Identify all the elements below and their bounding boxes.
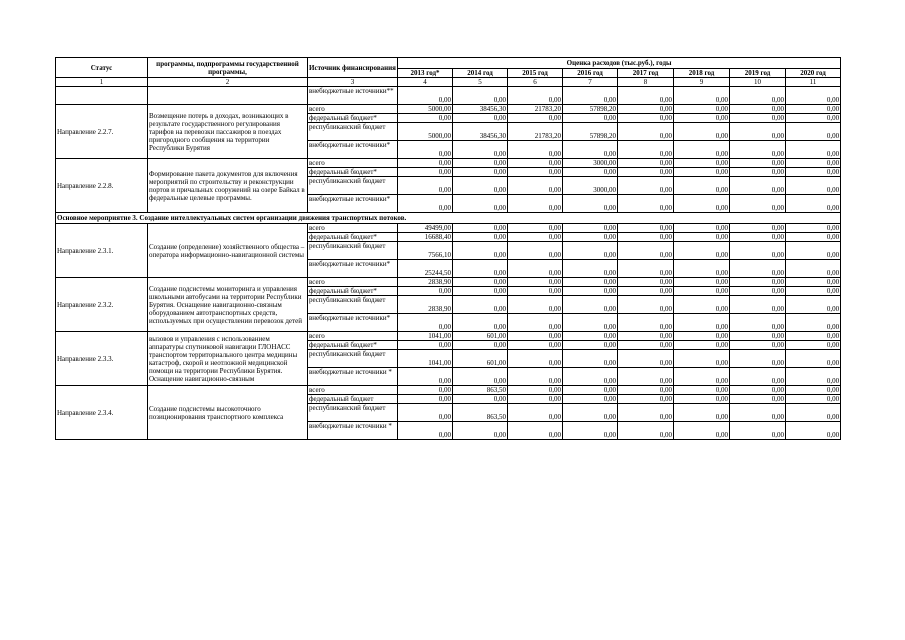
direction-status: Направление 2.2.7. <box>56 105 148 159</box>
value-cell: 0,00 <box>618 177 674 195</box>
direction-status: Направление 2.3.2. <box>56 278 148 332</box>
value-cell: 0,00 <box>508 341 563 350</box>
value-cell: 0,00 <box>730 195 786 213</box>
source-cell: республиканский бюджет <box>308 177 398 195</box>
expenditure-table <box>55 57 841 440</box>
direction-name: вызовов и управления с использованием аппаратуры спутниковой навигации ГЛОНАСС транспортом территориального центра медицины катастроф, скорой и неотложной медицинской помощи на территории Республики Бурятия. Оснащение навигационно-связным <box>148 332 308 386</box>
value-cell: 0,00 <box>453 296 508 314</box>
header-year: 2014 год <box>453 69 508 78</box>
value-cell: 0,00 <box>398 368 453 386</box>
value-cell: 0,00 <box>786 386 841 395</box>
value-cell: 0,00 <box>398 404 453 422</box>
value-cell: 0,00 <box>398 177 453 195</box>
value-cell: 0,00 <box>674 87 730 105</box>
value-cell: 0,00 <box>674 404 730 422</box>
header-year: 2015 год <box>508 69 563 78</box>
value-cell: 21783,20 <box>508 123 563 141</box>
source-cell: внебюджетные источники* <box>308 260 398 278</box>
value-cell: 0,00 <box>674 368 730 386</box>
value-cell: 0,00 <box>508 368 563 386</box>
column-index: 2 <box>148 78 308 87</box>
value-cell: 0,00 <box>398 87 453 105</box>
value-cell: 0,00 <box>786 159 841 168</box>
value-cell: 3000,00 <box>563 159 618 168</box>
header-year: 2018 год <box>674 69 730 78</box>
value-cell: 0,00 <box>453 314 508 332</box>
value-cell: 0,00 <box>786 233 841 242</box>
source-cell: всего <box>308 386 398 395</box>
column-index: 4 <box>398 78 453 87</box>
column-index: 8 <box>618 78 674 87</box>
value-cell: 0,00 <box>508 141 563 159</box>
value-cell: 0,00 <box>563 87 618 105</box>
value-cell: 0,00 <box>563 195 618 213</box>
source-cell: всего <box>308 224 398 233</box>
value-cell: 0,00 <box>508 386 563 395</box>
value-cell: 0,00 <box>674 233 730 242</box>
column-index: 10 <box>730 78 786 87</box>
value-cell: 0,00 <box>730 114 786 123</box>
section-heading: Основное мероприятие 3. Создание интеллектуальных систем организации движения транспортных потоков. <box>56 213 841 224</box>
value-cell: 0,00 <box>618 350 674 368</box>
source-cell: республиканский бюджет <box>308 123 398 141</box>
source-cell: федеральный бюджет* <box>308 341 398 350</box>
value-cell: 0,00 <box>674 341 730 350</box>
value-cell: 0,00 <box>453 341 508 350</box>
value-cell: 0,00 <box>508 177 563 195</box>
value-cell: 0,00 <box>563 368 618 386</box>
value-cell: 0,00 <box>730 168 786 177</box>
value-cell: 0,00 <box>618 233 674 242</box>
header-year: 2020 год <box>786 69 841 78</box>
value-cell: 0,00 <box>618 224 674 233</box>
value-cell: 0,00 <box>453 422 508 440</box>
header-source: Источник финансирования <box>308 58 398 78</box>
value-cell: 0,00 <box>786 224 841 233</box>
value-cell: 0,00 <box>398 168 453 177</box>
value-cell: 0,00 <box>674 314 730 332</box>
value-cell: 0,00 <box>398 114 453 123</box>
value-cell: 0,00 <box>618 141 674 159</box>
value-cell: 0,00 <box>453 168 508 177</box>
value-cell: 0,00 <box>508 159 563 168</box>
value-cell: 0,00 <box>730 404 786 422</box>
value-cell: 0,00 <box>786 341 841 350</box>
value-cell: 0,00 <box>508 260 563 278</box>
value-cell: 0,00 <box>730 242 786 260</box>
value-cell: 0,00 <box>730 332 786 341</box>
value-cell: 1041,00 <box>398 350 453 368</box>
value-cell: 0,00 <box>398 195 453 213</box>
value-cell: 0,00 <box>730 314 786 332</box>
value-cell: 0,00 <box>674 278 730 287</box>
header-estimate: Оценка расходов (тыс.руб.), годы <box>398 58 841 69</box>
value-cell: 38456,30 <box>453 123 508 141</box>
value-cell: 0,00 <box>786 350 841 368</box>
source-cell: республиканский бюджет <box>308 242 398 260</box>
value-cell: 0,00 <box>618 287 674 296</box>
value-cell: 0,00 <box>508 278 563 287</box>
value-cell: 0,00 <box>508 404 563 422</box>
value-cell: 0,00 <box>398 386 453 395</box>
value-cell: 0,00 <box>563 242 618 260</box>
value-cell: 0,00 <box>563 422 618 440</box>
value-cell: 0,00 <box>453 260 508 278</box>
value-cell: 0,00 <box>563 114 618 123</box>
source-cell: республиканский бюджет <box>308 350 398 368</box>
value-cell: 0,00 <box>786 195 841 213</box>
value-cell: 0,00 <box>508 287 563 296</box>
value-cell: 0,00 <box>398 395 453 404</box>
value-cell: 0,00 <box>563 168 618 177</box>
direction-status: Направление 2.3.3. <box>56 332 148 386</box>
value-cell: 0,00 <box>786 395 841 404</box>
value-cell: 0,00 <box>563 233 618 242</box>
value-cell: 25244,50 <box>398 260 453 278</box>
direction-name: Создание (определение) хозяйственного общества – оператора информационно-навигационной системы <box>148 224 308 278</box>
value-cell: 0,00 <box>674 260 730 278</box>
value-cell: 0,00 <box>453 159 508 168</box>
table-row <box>56 332 841 341</box>
value-cell: 0,00 <box>674 422 730 440</box>
value-cell: 0,00 <box>398 341 453 350</box>
value-cell: 0,00 <box>508 422 563 440</box>
value-cell: 0,00 <box>398 422 453 440</box>
value-cell: 57898,20 <box>563 123 618 141</box>
value-cell: 0,00 <box>618 395 674 404</box>
header-year: 2016 год <box>563 69 618 78</box>
value-cell: 0,00 <box>453 177 508 195</box>
value-cell: 0,00 <box>398 314 453 332</box>
value-cell: 0,00 <box>786 287 841 296</box>
column-index: 9 <box>674 78 730 87</box>
value-cell: 0,00 <box>730 278 786 287</box>
value-cell: 0,00 <box>730 177 786 195</box>
column-index: 1 <box>56 78 148 87</box>
header-year: 2017 год <box>618 69 674 78</box>
direction-status: Направление 2.3.1. <box>56 224 148 278</box>
source-cell: всего <box>308 278 398 287</box>
value-cell: 3000,00 <box>563 177 618 195</box>
value-cell: 0,00 <box>618 368 674 386</box>
value-cell: 0,00 <box>786 368 841 386</box>
source-cell: внебюджетные источники * <box>308 422 398 440</box>
value-cell: 863,50 <box>453 404 508 422</box>
table-row <box>56 224 841 233</box>
source-cell: республиканский бюджет <box>308 404 398 422</box>
value-cell: 0,00 <box>786 123 841 141</box>
value-cell: 0,00 <box>786 314 841 332</box>
direction-name: Возмещение потерь в доходах, возникающих в результате государственного регулирования тарифов на перевозки пассажиров в поездах пригородного сообщения на территории Республики Бурятия <box>148 105 308 159</box>
value-cell: 0,00 <box>453 114 508 123</box>
value-cell: 0,00 <box>618 87 674 105</box>
table-row <box>56 105 841 114</box>
value-cell: 0,00 <box>730 287 786 296</box>
value-cell: 0,00 <box>786 242 841 260</box>
value-cell: 0,00 <box>674 386 730 395</box>
value-cell: 0,00 <box>674 332 730 341</box>
source-cell: внебюджетные источники* <box>308 314 398 332</box>
value-cell: 0,00 <box>786 105 841 114</box>
value-cell: 0,00 <box>618 278 674 287</box>
value-cell: 0,00 <box>508 350 563 368</box>
value-cell: 0,00 <box>730 395 786 404</box>
value-cell: 0,00 <box>618 422 674 440</box>
value-cell: 0,00 <box>786 114 841 123</box>
value-cell: 0,00 <box>453 233 508 242</box>
value-cell: 2838,90 <box>398 278 453 287</box>
direction-name: Создание подсистемы мониторинга и управления школьными автобусами на территории Республики Бурятия. Оснащение навигационно-связным оборудованием автотранспортных средств, используемых при осуществлении перевозок детей <box>148 278 308 332</box>
value-cell: 0,00 <box>674 224 730 233</box>
value-cell: 21783,20 <box>508 105 563 114</box>
value-cell: 0,00 <box>398 141 453 159</box>
value-cell: 0,00 <box>786 260 841 278</box>
column-index: 7 <box>563 78 618 87</box>
value-cell: 16688,40 <box>398 233 453 242</box>
value-cell: 0,00 <box>453 278 508 287</box>
value-cell: 0,00 <box>674 350 730 368</box>
value-cell: 0,00 <box>730 296 786 314</box>
source-cell: всего <box>308 332 398 341</box>
source-cell: федеральный бюджет <box>308 395 398 404</box>
value-cell: 0,00 <box>563 332 618 341</box>
value-cell: 0,00 <box>786 422 841 440</box>
value-cell: 0,00 <box>563 314 618 332</box>
value-cell: 0,00 <box>674 123 730 141</box>
value-cell: 57898,20 <box>563 105 618 114</box>
direction-name: Формирование пакета документов для включения мероприятий по строительству и реконструкции портов и причальных сооружений на озере Байкал в федеральные целевые программы. <box>148 159 308 213</box>
value-cell: 0,00 <box>563 141 618 159</box>
value-cell: 0,00 <box>618 159 674 168</box>
value-cell: 0,00 <box>786 168 841 177</box>
source-cell: федеральный бюджет* <box>308 233 398 242</box>
table-row <box>56 159 841 168</box>
value-cell: 0,00 <box>786 332 841 341</box>
value-cell: 0,00 <box>508 168 563 177</box>
value-cell: 0,00 <box>618 332 674 341</box>
value-cell: 0,00 <box>563 287 618 296</box>
value-cell: 0,00 <box>618 123 674 141</box>
value-cell: 0,00 <box>730 105 786 114</box>
program-name-cell <box>148 87 308 105</box>
header-year: 2019 год <box>730 69 786 78</box>
value-cell: 0,00 <box>674 296 730 314</box>
value-cell: 0,00 <box>674 195 730 213</box>
value-cell: 0,00 <box>730 422 786 440</box>
value-cell: 0,00 <box>563 224 618 233</box>
value-cell: 0,00 <box>398 159 453 168</box>
source-cell: федеральный бюджет* <box>308 114 398 123</box>
value-cell: 0,00 <box>563 341 618 350</box>
value-cell: 0,00 <box>618 386 674 395</box>
value-cell: 0,00 <box>508 233 563 242</box>
value-cell: 0,00 <box>786 87 841 105</box>
value-cell: 0,00 <box>508 395 563 404</box>
value-cell: 0,00 <box>674 287 730 296</box>
value-cell: 0,00 <box>730 159 786 168</box>
value-cell: 0,00 <box>453 287 508 296</box>
value-cell: 0,00 <box>563 260 618 278</box>
source-cell: внебюджетные источники * <box>308 368 398 386</box>
source-cell: республиканский бюджет <box>308 296 398 314</box>
value-cell: 0,00 <box>786 141 841 159</box>
column-index: 6 <box>508 78 563 87</box>
column-index: 11 <box>786 78 841 87</box>
value-cell: 0,00 <box>453 195 508 213</box>
value-cell: 0,00 <box>453 368 508 386</box>
value-cell: 0,00 <box>730 87 786 105</box>
source-cell: федеральный бюджет* <box>308 287 398 296</box>
value-cell: 0,00 <box>508 314 563 332</box>
value-cell: 0,00 <box>674 177 730 195</box>
value-cell: 0,00 <box>398 287 453 296</box>
header-year: 2013 год* <box>398 69 453 78</box>
value-cell: 0,00 <box>618 195 674 213</box>
source-cell: внебюджетные источники* <box>308 195 398 213</box>
status-cell <box>56 87 148 105</box>
value-cell: 0,00 <box>730 224 786 233</box>
value-cell: 0,00 <box>730 233 786 242</box>
value-cell: 0,00 <box>618 314 674 332</box>
value-cell: 0,00 <box>563 404 618 422</box>
value-cell: 0,00 <box>730 386 786 395</box>
value-cell: 5000,00 <box>398 123 453 141</box>
value-cell: 0,00 <box>618 341 674 350</box>
value-cell: 0,00 <box>453 141 508 159</box>
value-cell: 0,00 <box>674 168 730 177</box>
value-cell: 0,00 <box>508 296 563 314</box>
value-cell: 1041,00 <box>398 332 453 341</box>
source-cell: внебюджетные источники** <box>308 87 398 105</box>
source-cell: федеральный бюджет* <box>308 168 398 177</box>
source-cell: всего <box>308 105 398 114</box>
value-cell: 0,00 <box>618 168 674 177</box>
value-cell: 0,00 <box>618 114 674 123</box>
value-cell: 0,00 <box>563 278 618 287</box>
value-cell: 5000,00 <box>398 105 453 114</box>
value-cell: 0,00 <box>674 141 730 159</box>
table-row <box>56 386 841 395</box>
value-cell: 0,00 <box>618 296 674 314</box>
value-cell: 38456,30 <box>453 105 508 114</box>
value-cell: 0,00 <box>674 159 730 168</box>
table-row <box>56 278 841 287</box>
value-cell: 601,00 <box>453 332 508 341</box>
source-cell: внебюджетные источники* <box>308 141 398 159</box>
header-status: Статус <box>56 58 148 78</box>
value-cell: 601,00 <box>453 350 508 368</box>
value-cell: 0,00 <box>618 242 674 260</box>
column-index: 5 <box>453 78 508 87</box>
value-cell: 0,00 <box>674 242 730 260</box>
value-cell: 0,00 <box>786 296 841 314</box>
value-cell: 0,00 <box>674 105 730 114</box>
value-cell: 0,00 <box>563 350 618 368</box>
source-cell: всего <box>308 159 398 168</box>
direction-status: Направление 2.3.4. <box>56 386 148 440</box>
value-cell: 0,00 <box>563 386 618 395</box>
value-cell: 0,00 <box>453 395 508 404</box>
column-index: 3 <box>308 78 398 87</box>
direction-name: Создание подсистемы высокоточного позиционирования транспортного комплекса <box>148 386 308 440</box>
value-cell: 0,00 <box>786 177 841 195</box>
value-cell: 0,00 <box>508 224 563 233</box>
value-cell: 0,00 <box>786 404 841 422</box>
value-cell: 0,00 <box>674 395 730 404</box>
direction-status: Направление 2.2.8. <box>56 159 148 213</box>
value-cell: 0,00 <box>508 332 563 341</box>
value-cell: 0,00 <box>508 195 563 213</box>
header-program: программы, подпрограммы государственной программы, <box>148 58 308 78</box>
value-cell: 0,00 <box>453 224 508 233</box>
value-cell: 863,50 <box>453 386 508 395</box>
value-cell: 0,00 <box>730 341 786 350</box>
value-cell: 0,00 <box>730 350 786 368</box>
value-cell: 0,00 <box>786 278 841 287</box>
value-cell: 0,00 <box>508 242 563 260</box>
value-cell: 2838,90 <box>398 296 453 314</box>
value-cell: 0,00 <box>508 114 563 123</box>
value-cell: 0,00 <box>453 242 508 260</box>
value-cell: 0,00 <box>453 87 508 105</box>
value-cell: 0,00 <box>618 404 674 422</box>
value-cell: 0,00 <box>618 260 674 278</box>
value-cell: 49499,00 <box>398 224 453 233</box>
value-cell: 0,00 <box>730 141 786 159</box>
value-cell: 0,00 <box>730 123 786 141</box>
value-cell: 0,00 <box>563 395 618 404</box>
value-cell: 0,00 <box>730 260 786 278</box>
value-cell: 0,00 <box>563 296 618 314</box>
value-cell: 0,00 <box>730 368 786 386</box>
value-cell: 0,00 <box>508 87 563 105</box>
value-cell: 0,00 <box>618 105 674 114</box>
value-cell: 0,00 <box>674 114 730 123</box>
value-cell: 7566,10 <box>398 242 453 260</box>
